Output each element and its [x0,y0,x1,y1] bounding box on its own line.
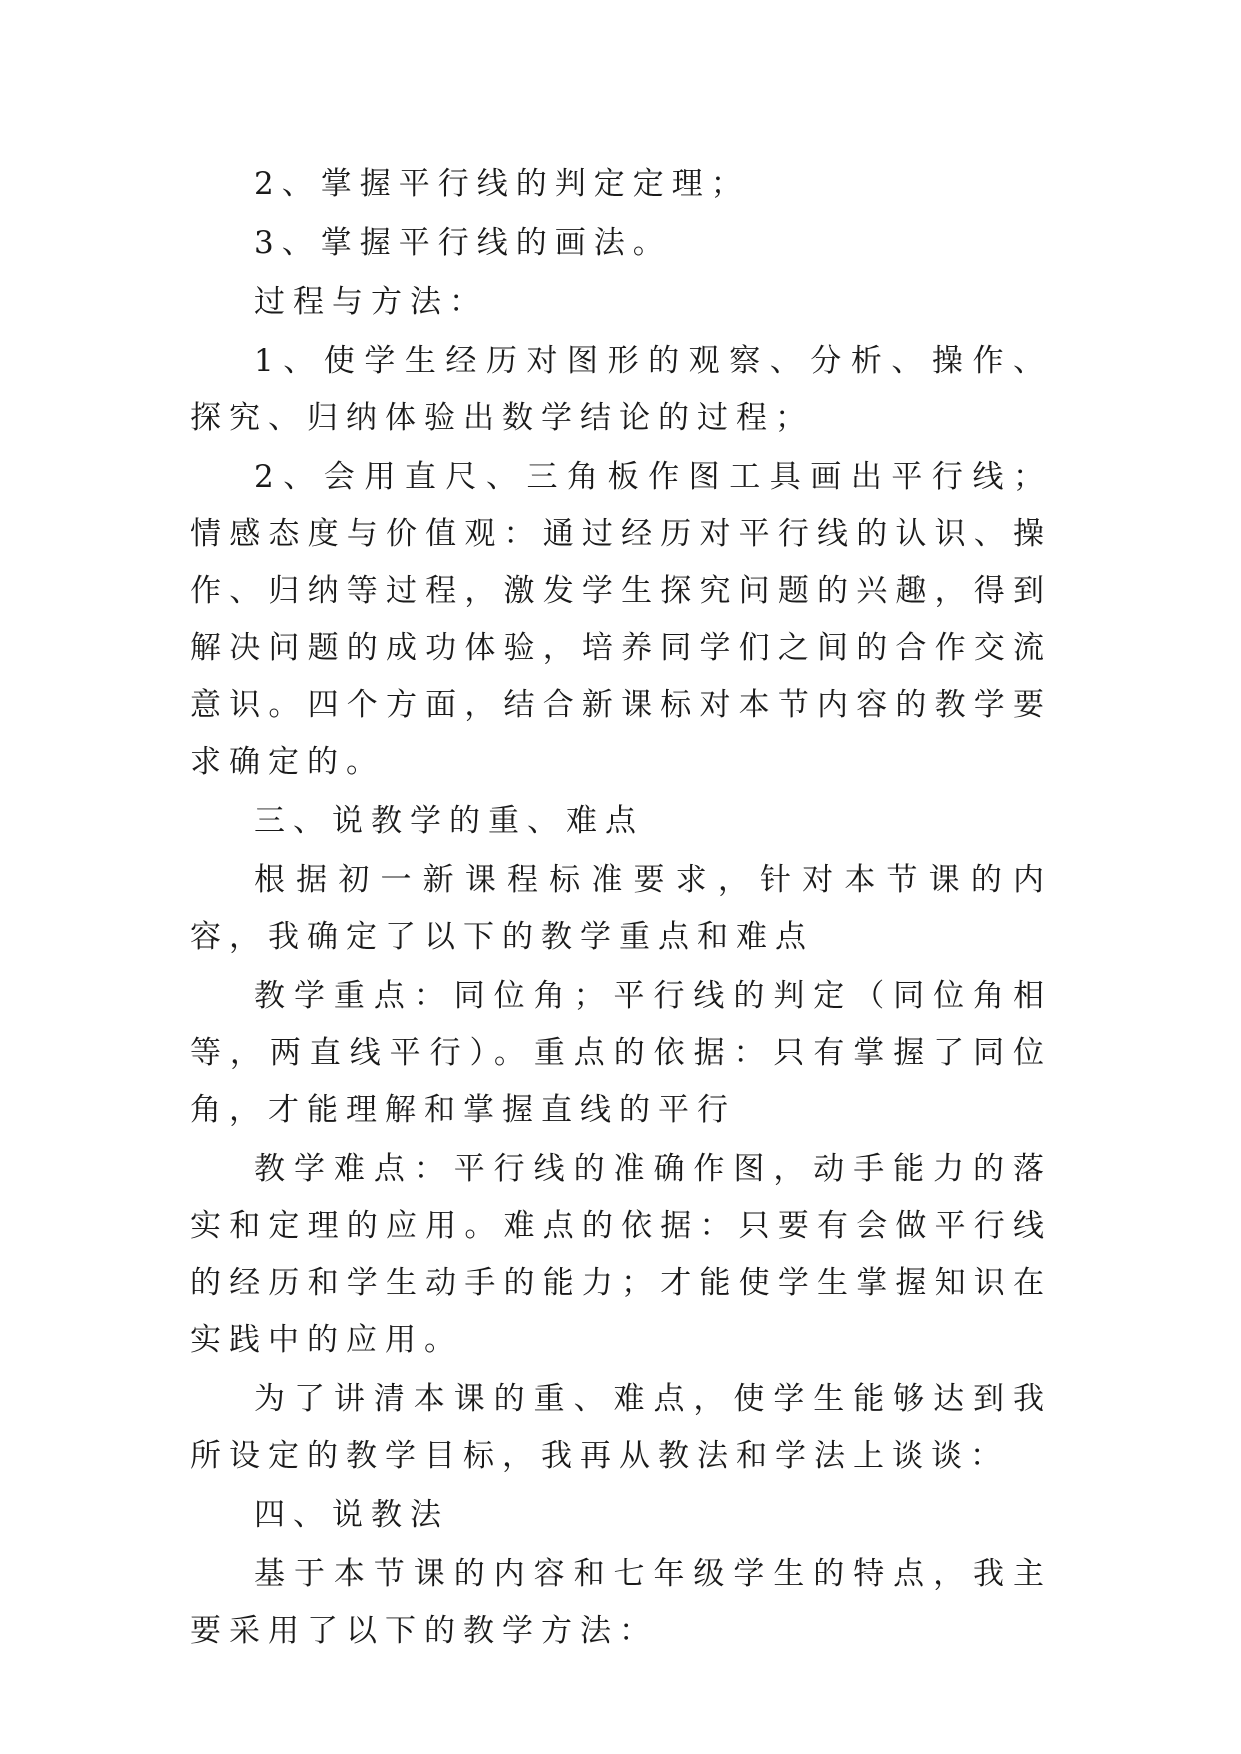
paragraph-12: 基于本节课的内容和七年级学生的特点，我主要采用了以下的教学方法： [190,1556,1052,1649]
paragraph-2: 3、掌握平行线的画法。 [254,225,672,261]
paragraph-6: 三、说教学的重、难点 [254,803,644,839]
paragraph-8: 教学重点：同位角；平行线的判定（同位角相等，两直线平行）。重点的依据：只有掌握了同位角，才能理解和掌握直线的平行 [190,978,1052,1128]
paragraph-5: 2、会用直尺、三角板作图工具画出平行线；情感态度与价值观：通过经历对平行线的认识、操作、归纳等过程，激发学生探究问题的兴趣，得到解决问题的成功体验，培养同学们之间的合作交流意识。四个方面，结合新课标对本节内容的教学要求确定的。 [190,459,1052,780]
paragraph-7: 根据初一新课程标准要求，针对本节课的内容，我确定了以下的教学重点和难点 [190,862,1052,955]
document-body [190,156,1052,1662]
paragraph-9: 教学难点：平行线的准确作图，动手能力的落实和定理的应用。难点的依据：只要有会做平行线的经历和学生动手的能力；才能使学生掌握知识在实践中的应用。 [190,1151,1052,1358]
paragraph-10: 为了讲清本课的重、难点，使学生能够达到我所设定的教学目标，我再从教法和学法上谈谈： [190,1381,1052,1474]
paragraph-11: 四、说教法 [254,1497,449,1533]
paragraph-1: 2、掌握平行线的判定定理； [254,166,750,202]
paragraph-3: 过程与方法： [254,284,488,320]
paragraph-4: 1、使学生经历对图形的观察、分析、操作、探究、归纳体验出数学结论的过程； [190,343,1052,436]
